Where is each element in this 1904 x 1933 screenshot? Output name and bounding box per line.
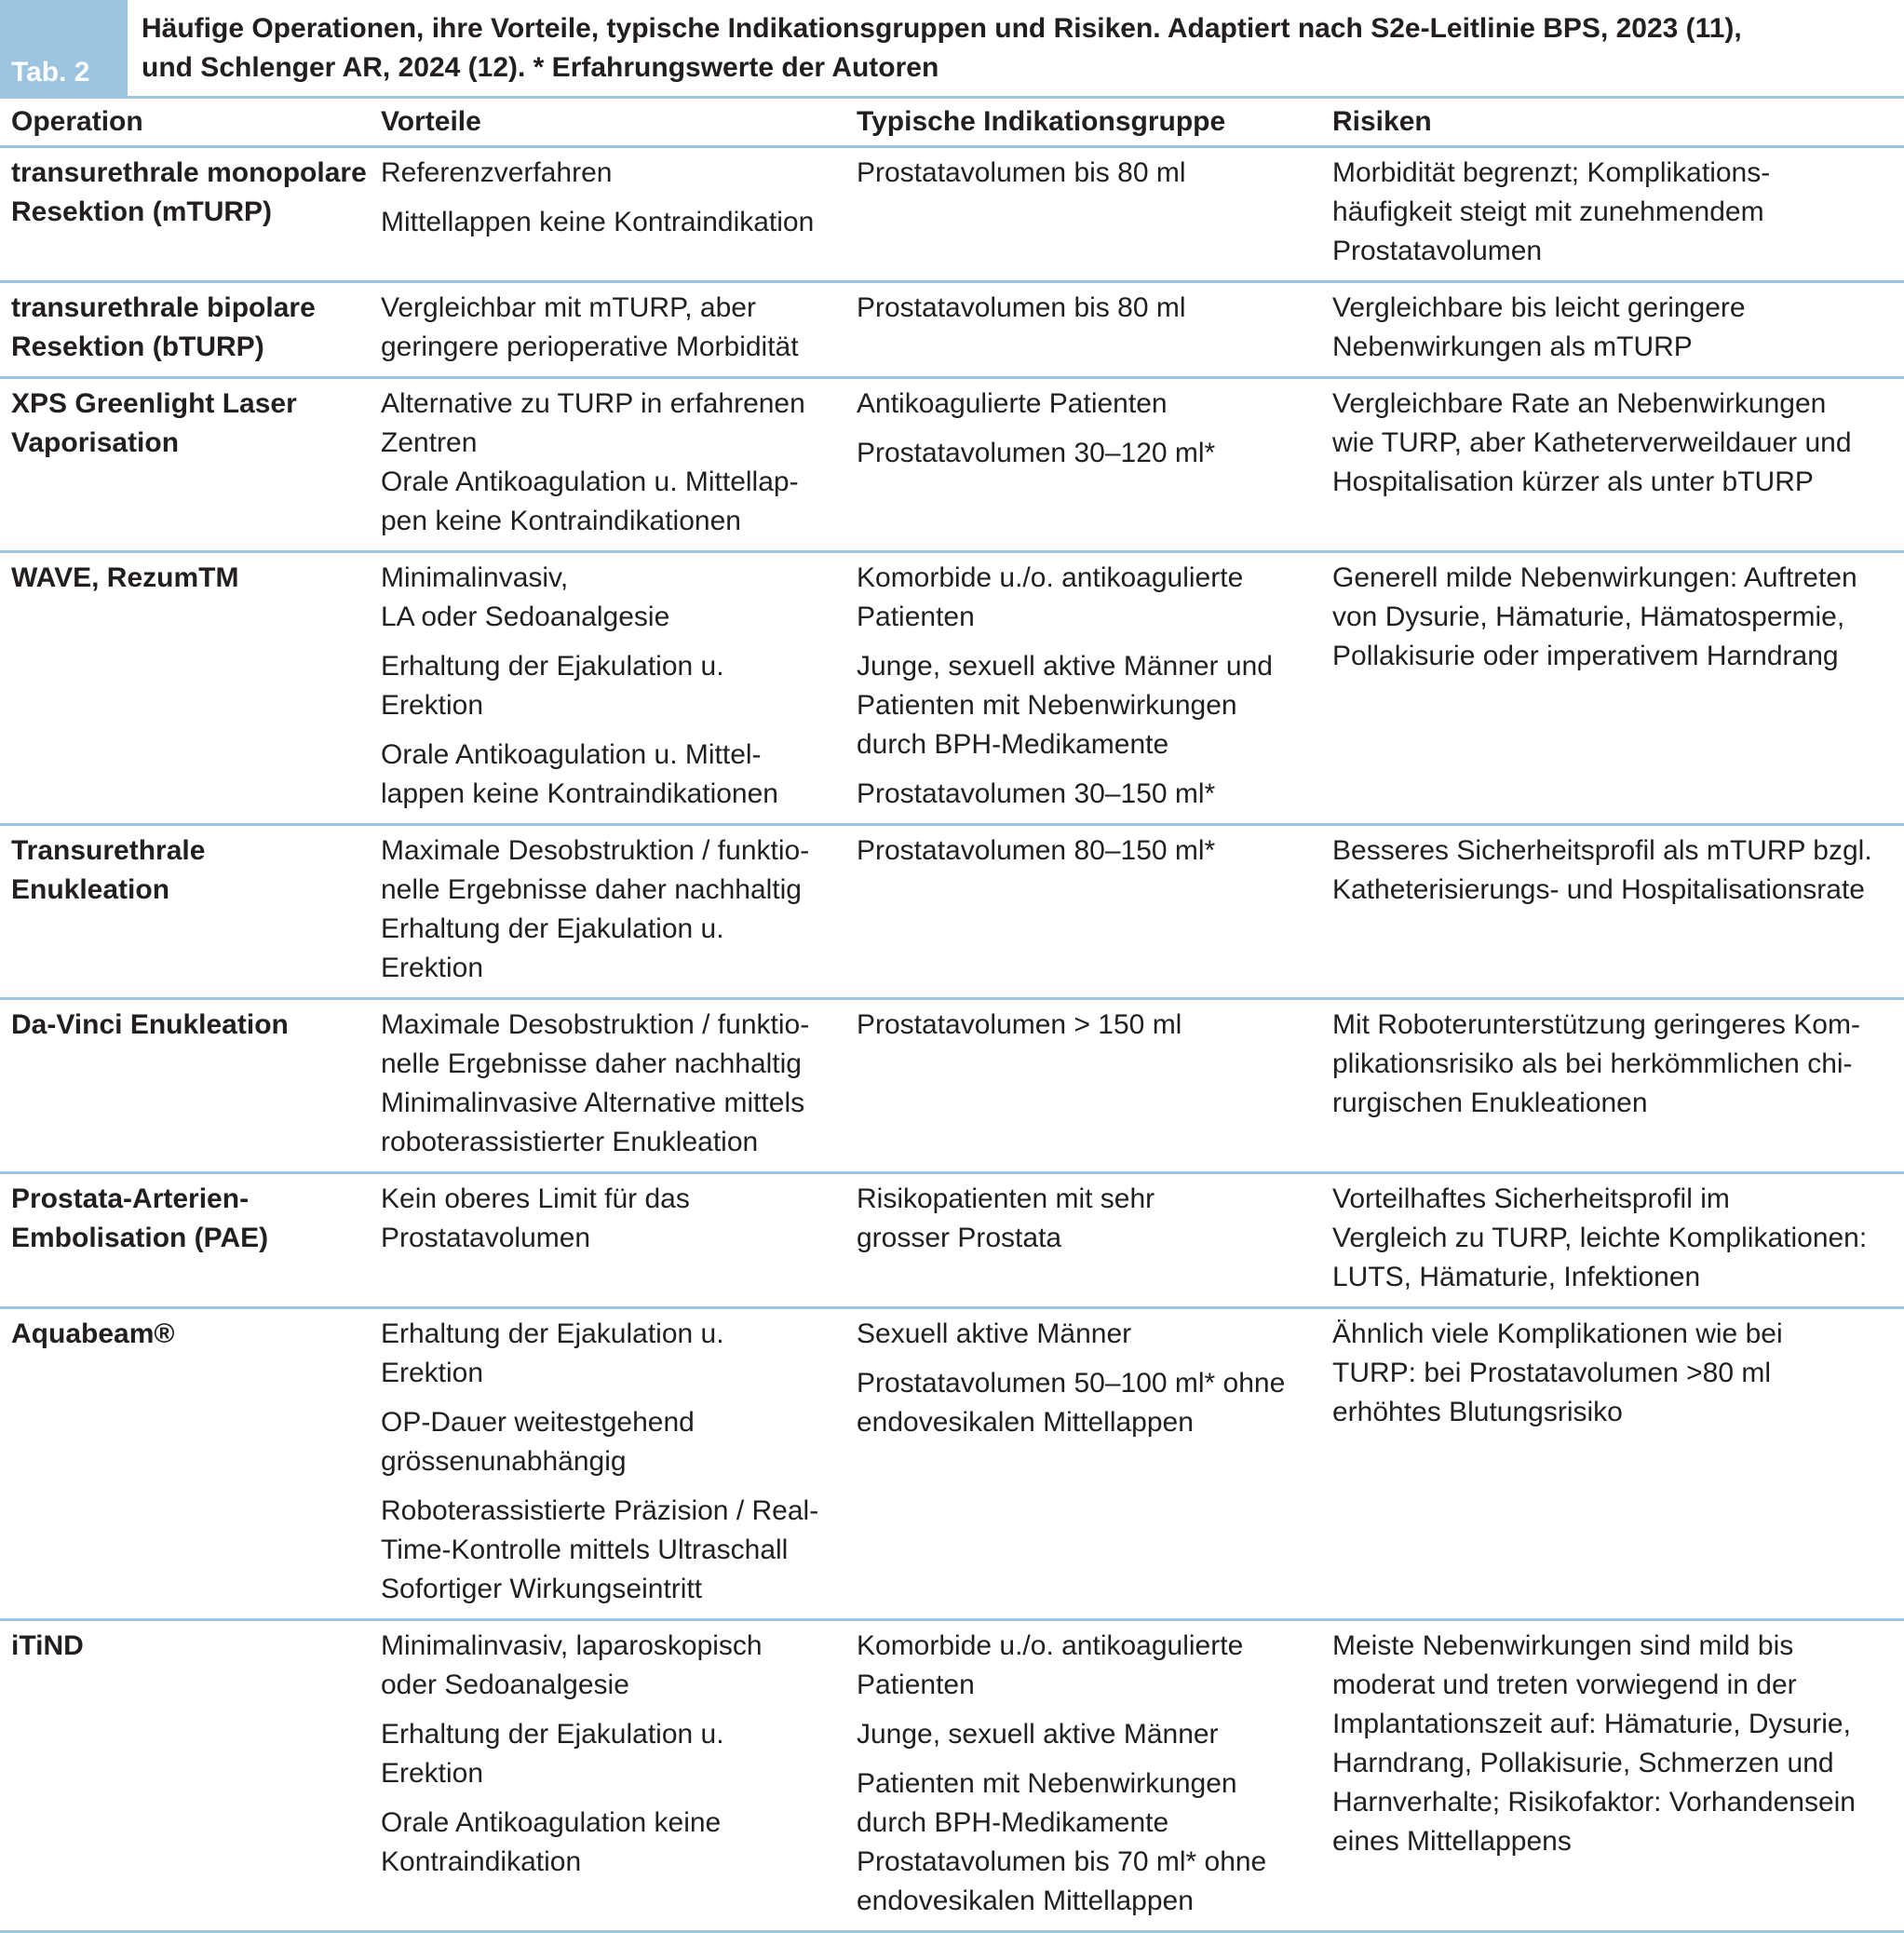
vorteile-line: roboterassistierter Enukleation xyxy=(381,1126,759,1157)
risiken-paragraph xyxy=(1332,1006,1902,1123)
indikation-paragraph xyxy=(857,1180,1319,1258)
vorteile-line: Minimalinvasive Alternative mittels xyxy=(381,1087,805,1118)
vorteile-line: Prostatavolumen xyxy=(381,1222,591,1253)
cell-operation xyxy=(0,551,370,824)
cell-indikation xyxy=(845,1172,1321,1307)
cell-indikation xyxy=(845,998,1321,1172)
operation-name-line: iTiND xyxy=(11,1629,84,1661)
cell-indikation xyxy=(845,146,1321,281)
indikation-line: Prostatavolumen 50–100 ml* ohne xyxy=(857,1367,1286,1399)
table-row xyxy=(0,824,1904,998)
indikation-paragraph xyxy=(857,1764,1319,1921)
vorteile-line: nelle Ergebnisse daher nachhaltig xyxy=(381,873,802,905)
vorteile-line: Minimalinvasiv, laparoskopisch xyxy=(381,1629,763,1661)
operation-name-line: Enukleation xyxy=(11,873,170,905)
vorteile-paragraph xyxy=(381,289,844,367)
vorteile-paragraph xyxy=(381,1804,844,1882)
risiken-line: Hospitalisation kürzer als unter bTURP xyxy=(1332,466,1814,497)
risiken-line: rurgischen Enukleationen xyxy=(1332,1087,1648,1118)
table-row xyxy=(0,998,1904,1172)
cell-risiken xyxy=(1321,1172,1904,1307)
indikation-line: Prostatavolumen > 150 ml xyxy=(857,1008,1182,1040)
cell-risiken xyxy=(1321,998,1904,1172)
indikation-line: endovesikalen Mittellappen xyxy=(857,1406,1194,1438)
vorteile-paragraph xyxy=(381,1315,844,1393)
indikation-line: Komorbide u./o. antikoagulierte xyxy=(857,561,1244,593)
cell-indikation xyxy=(845,824,1321,998)
indikation-paragraph xyxy=(857,559,1319,637)
vorteile-line: Erektion xyxy=(381,1757,484,1789)
vorteile-paragraph xyxy=(381,203,844,242)
cell-risiken xyxy=(1321,377,1904,551)
vorteile-line: OP-Dauer weitestgehend xyxy=(381,1406,695,1438)
risiken-paragraph xyxy=(1332,831,1902,910)
risiken-line: eines Mittellappens xyxy=(1332,1825,1572,1857)
vorteile-line: Roboterassistierte Präzision / Real- xyxy=(381,1494,819,1526)
vorteile-paragraph xyxy=(381,559,844,637)
vorteile-line: Erektion xyxy=(381,952,484,983)
indikation-paragraph xyxy=(857,1715,1319,1754)
table-row xyxy=(0,377,1904,551)
cell-vorteile xyxy=(370,281,845,377)
indikation-line: endovesikalen Mittellappen xyxy=(857,1885,1194,1916)
vorteile-line: Maximale Desobstruktion / funktio- xyxy=(381,834,810,866)
indikation-line: Patienten mit Nebenwirkungen xyxy=(857,1767,1237,1799)
risiken-line: Harnverhalte; Risikofaktor: Vorhandensein xyxy=(1332,1786,1856,1818)
vorteile-line: Sofortiger Wirkungseintritt xyxy=(381,1573,703,1604)
table-row xyxy=(0,1307,1904,1619)
vorteile-line: Time-Kontrolle mittels Ultraschall xyxy=(381,1534,789,1565)
risiken-paragraph xyxy=(1332,289,1902,367)
cell-indikation xyxy=(845,377,1321,551)
risiken-line: Katheterisierungs- und Hospitalisationsrate xyxy=(1332,873,1865,905)
risiken-paragraph xyxy=(1332,385,1902,502)
vorteile-line: Erhaltung der Ejakulation u. xyxy=(381,1318,724,1349)
vorteile-line: oder Sedoanalgesie xyxy=(381,1669,629,1700)
vorteile-line: nelle Ergebnisse daher nachhaltig xyxy=(381,1048,802,1079)
vorteile-paragraph xyxy=(381,1715,844,1793)
caption-line-1: Häufige Operationen, ihre Vorteile, typische Indikationsgruppen und Risiken. Adaptiert nach S2e-Leitlinie BPS, 2023 (11), xyxy=(142,13,1742,44)
header-indikation: Typische Indikationsgruppe xyxy=(845,99,1321,146)
header-operation: Operation xyxy=(0,99,370,146)
indikation-line: Sexuell aktive Männer xyxy=(857,1318,1132,1349)
operation-name-line: Aquabeam® xyxy=(11,1318,175,1349)
indikation-line: Prostatavolumen bis 80 ml xyxy=(857,291,1186,323)
risiken-line: häufigkeit steigt mit zunehmendem xyxy=(1332,196,1764,227)
vorteile-line: pen keine Kontraindikationen xyxy=(381,505,741,536)
risiken-line: Vorteilhaftes Sicherheitsprofil im xyxy=(1332,1183,1730,1214)
operation-name-line: WAVE, RezumTM xyxy=(11,561,239,593)
table-row xyxy=(0,146,1904,281)
risiken-paragraph xyxy=(1332,1627,1902,1861)
vorteile-line: Erhaltung der Ejakulation u. xyxy=(381,650,724,682)
risiken-line: Ähnlich viele Komplikationen wie bei xyxy=(1332,1318,1783,1349)
indikation-line: Prostatavolumen bis 80 ml xyxy=(857,156,1186,188)
indikation-paragraph xyxy=(857,775,1319,814)
operation-name-line: transurethrale bipolare xyxy=(11,291,316,323)
vorteile-line: Mittellappen keine Kontraindikation xyxy=(381,206,815,237)
risiken-line: Meiste Nebenwirkungen sind mild bis xyxy=(1332,1629,1794,1661)
risiken-line: Pollakisurie oder imperativem Harndrang xyxy=(1332,640,1839,671)
operation-name-line: Resektion (mTURP) xyxy=(11,196,273,227)
vorteile-line: Minimalinvasiv, xyxy=(381,561,569,593)
table-row xyxy=(0,551,1904,824)
caption-text xyxy=(142,9,1892,88)
risiken-line: LUTS, Hämaturie, Infektionen xyxy=(1332,1261,1701,1292)
operation-name-line: Prostata-Arterien- xyxy=(11,1183,250,1214)
vorteile-line: grössenunabhängig xyxy=(381,1445,627,1477)
indikation-paragraph xyxy=(857,385,1319,424)
risiken-line: Generell milde Nebenwirkungen: Auftreten xyxy=(1332,561,1857,593)
risiken-line: erhöhtes Blutungsrisiko xyxy=(1332,1396,1623,1427)
vorteile-line: Erhaltung der Ejakulation u. xyxy=(381,1718,724,1750)
risiken-paragraph xyxy=(1332,1180,1902,1297)
header-row xyxy=(0,99,1904,146)
operation-name-line: Transurethrale xyxy=(11,834,206,866)
table-body xyxy=(0,146,1904,1931)
risiken-line: plikationsrisiko als bei herkömmlichen chi- xyxy=(1332,1048,1853,1079)
risiken-line: TURP: bei Prostatavolumen >80 ml xyxy=(1332,1357,1772,1388)
indikation-line: Prostatavolumen 80–150 ml* xyxy=(857,834,1216,866)
cell-risiken xyxy=(1321,1307,1904,1619)
cell-operation xyxy=(0,998,370,1172)
vorteile-line: Vergleichbar mit mTURP, aber xyxy=(381,291,756,323)
operation-name-line: Vaporisation xyxy=(11,426,180,458)
indikation-line: Prostatavolumen 30–150 ml* xyxy=(857,777,1216,809)
operation-name-line: Embolisation (PAE) xyxy=(11,1222,269,1253)
vorteile-line: Kontraindikation xyxy=(381,1845,582,1877)
vorteile-paragraph xyxy=(381,1403,844,1481)
indikation-line: Patienten xyxy=(857,601,975,632)
operation-name-line: transurethrale monopolare xyxy=(11,156,367,188)
indikation-line: Patienten mit Nebenwirkungen xyxy=(857,689,1237,721)
risiken-line: Besseres Sicherheitsprofil als mTURP bzgl. xyxy=(1332,834,1872,866)
vorteile-paragraph xyxy=(381,1180,844,1258)
vorteile-paragraph xyxy=(381,831,844,988)
risiken-line: Prostatavolumen xyxy=(1332,235,1543,266)
vorteile-line: Orale Antikoagulation u. Mittellap- xyxy=(381,466,799,497)
risiken-line: Morbidität begrenzt; Komplikations- xyxy=(1332,156,1771,188)
caption-line-2: und Schlenger AR, 2024 (12). * Erfahrungswerte der Autoren xyxy=(142,52,939,83)
indikation-paragraph xyxy=(857,289,1319,328)
vorteile-line: lappen keine Kontraindikationen xyxy=(381,777,778,809)
indikation-line: Antikoagulierte Patienten xyxy=(857,387,1168,419)
vorteile-paragraph xyxy=(381,1627,844,1705)
cell-indikation xyxy=(845,1307,1321,1619)
cell-risiken xyxy=(1321,281,1904,377)
indikation-line: Patienten xyxy=(857,1669,975,1700)
cell-indikation xyxy=(845,281,1321,377)
vorteile-line: Erektion xyxy=(381,689,484,721)
cell-operation xyxy=(0,1307,370,1619)
indikation-line: Komorbide u./o. antikoagulierte xyxy=(857,1629,1244,1661)
indikation-paragraph xyxy=(857,154,1319,193)
vorteile-line: Orale Antikoagulation keine xyxy=(381,1806,722,1838)
indikation-line: Junge, sexuell aktive Männer und xyxy=(857,650,1273,682)
indikation-line: durch BPH-Medikamente xyxy=(857,1806,1169,1838)
table-number: Tab. 2 xyxy=(11,57,90,88)
indikation-line: grosser Prostata xyxy=(857,1222,1062,1253)
vorteile-line: LA oder Sedoanalgesie xyxy=(381,601,670,632)
operation-name-line: Resektion (bTURP) xyxy=(11,331,264,362)
vorteile-line: Erektion xyxy=(381,1357,484,1388)
risiken-line: Vergleichbare Rate an Nebenwirkungen xyxy=(1332,387,1827,419)
operations-table xyxy=(0,99,1904,1933)
table-row xyxy=(0,281,1904,377)
cell-vorteile xyxy=(370,1172,845,1307)
table-number-badge xyxy=(0,0,128,96)
risiken-paragraph xyxy=(1332,154,1902,271)
indikation-paragraph xyxy=(857,647,1319,764)
cell-risiken xyxy=(1321,551,1904,824)
vorteile-paragraph xyxy=(381,647,844,725)
vorteile-paragraph xyxy=(381,154,844,193)
indikation-paragraph xyxy=(857,1627,1319,1705)
risiken-paragraph xyxy=(1332,559,1902,676)
vorteile-line: Zentren xyxy=(381,426,478,458)
operation-name-line: Da-Vinci Enukleation xyxy=(11,1008,289,1040)
vorteile-line: Orale Antikoagulation u. Mittel- xyxy=(381,738,762,770)
vorteile-line: geringere perioperative Morbidität xyxy=(381,331,799,362)
risiken-line: moderat und treten vorwiegend in der xyxy=(1332,1669,1797,1700)
vorteile-paragraph xyxy=(381,736,844,814)
cell-risiken xyxy=(1321,146,1904,281)
indikation-line: Risikopatienten mit sehr xyxy=(857,1183,1155,1214)
indikation-paragraph xyxy=(857,1006,1319,1045)
cell-vorteile xyxy=(370,377,845,551)
cell-operation xyxy=(0,377,370,551)
cell-vorteile xyxy=(370,824,845,998)
vorteile-paragraph xyxy=(381,1006,844,1162)
cell-vorteile xyxy=(370,1307,845,1619)
risiken-line: Implantationszeit auf: Hämaturie, Dysurie, xyxy=(1332,1708,1851,1739)
risiken-line: Vergleichbare bis leicht geringere xyxy=(1332,291,1746,323)
indikation-line: durch BPH-Medikamente xyxy=(857,728,1169,760)
cell-vorteile xyxy=(370,998,845,1172)
risiken-line: Vergleich zu TURP, leichte Komplikationen: xyxy=(1332,1222,1868,1253)
risiken-line: Mit Roboterunterstützung geringeres Kom- xyxy=(1332,1008,1860,1040)
vorteile-paragraph xyxy=(381,1492,844,1609)
operation-name-line: XPS Greenlight Laser xyxy=(11,387,297,419)
header-vorteile: Vorteile xyxy=(370,99,845,146)
risiken-line: wie TURP, aber Katheterverweildauer und xyxy=(1332,426,1852,458)
indikation-paragraph xyxy=(857,1315,1319,1354)
header-risiken: Risiken xyxy=(1321,99,1904,146)
cell-operation xyxy=(0,281,370,377)
indikation-line: Prostatavolumen 30–120 ml* xyxy=(857,437,1216,468)
risiken-line: Nebenwirkungen als mTURP xyxy=(1332,331,1693,362)
vorteile-line: Kein oberes Limit für das xyxy=(381,1183,690,1214)
cell-risiken xyxy=(1321,824,1904,998)
cell-operation xyxy=(0,1172,370,1307)
risiken-line: von Dysurie, Hämaturie, Hämatospermie, xyxy=(1332,601,1845,632)
indikation-paragraph xyxy=(857,434,1319,473)
table-row xyxy=(0,1172,1904,1307)
cell-indikation xyxy=(845,551,1321,824)
indikation-line: Junge, sexuell aktive Männer xyxy=(857,1718,1219,1750)
vorteile-line: Referenzverfahren xyxy=(381,156,613,188)
indikation-paragraph xyxy=(857,831,1319,871)
indikation-line: Prostatavolumen bis 70 ml* ohne xyxy=(857,1845,1267,1877)
vorteile-line: Erhaltung der Ejakulation u. xyxy=(381,912,724,944)
cell-vorteile xyxy=(370,551,845,824)
indikation-paragraph xyxy=(857,1364,1319,1442)
cell-operation xyxy=(0,824,370,998)
vorteile-line: Alternative zu TURP in erfahrenen xyxy=(381,387,805,419)
risiken-line: Harndrang, Pollakisurie, Schmerzen und xyxy=(1332,1747,1834,1778)
cell-vorteile xyxy=(370,146,845,281)
vorteile-paragraph xyxy=(381,385,844,541)
vorteile-line: Maximale Desobstruktion / funktio- xyxy=(381,1008,810,1040)
cell-operation xyxy=(0,146,370,281)
table-caption xyxy=(0,0,1904,99)
risiken-paragraph xyxy=(1332,1315,1902,1432)
